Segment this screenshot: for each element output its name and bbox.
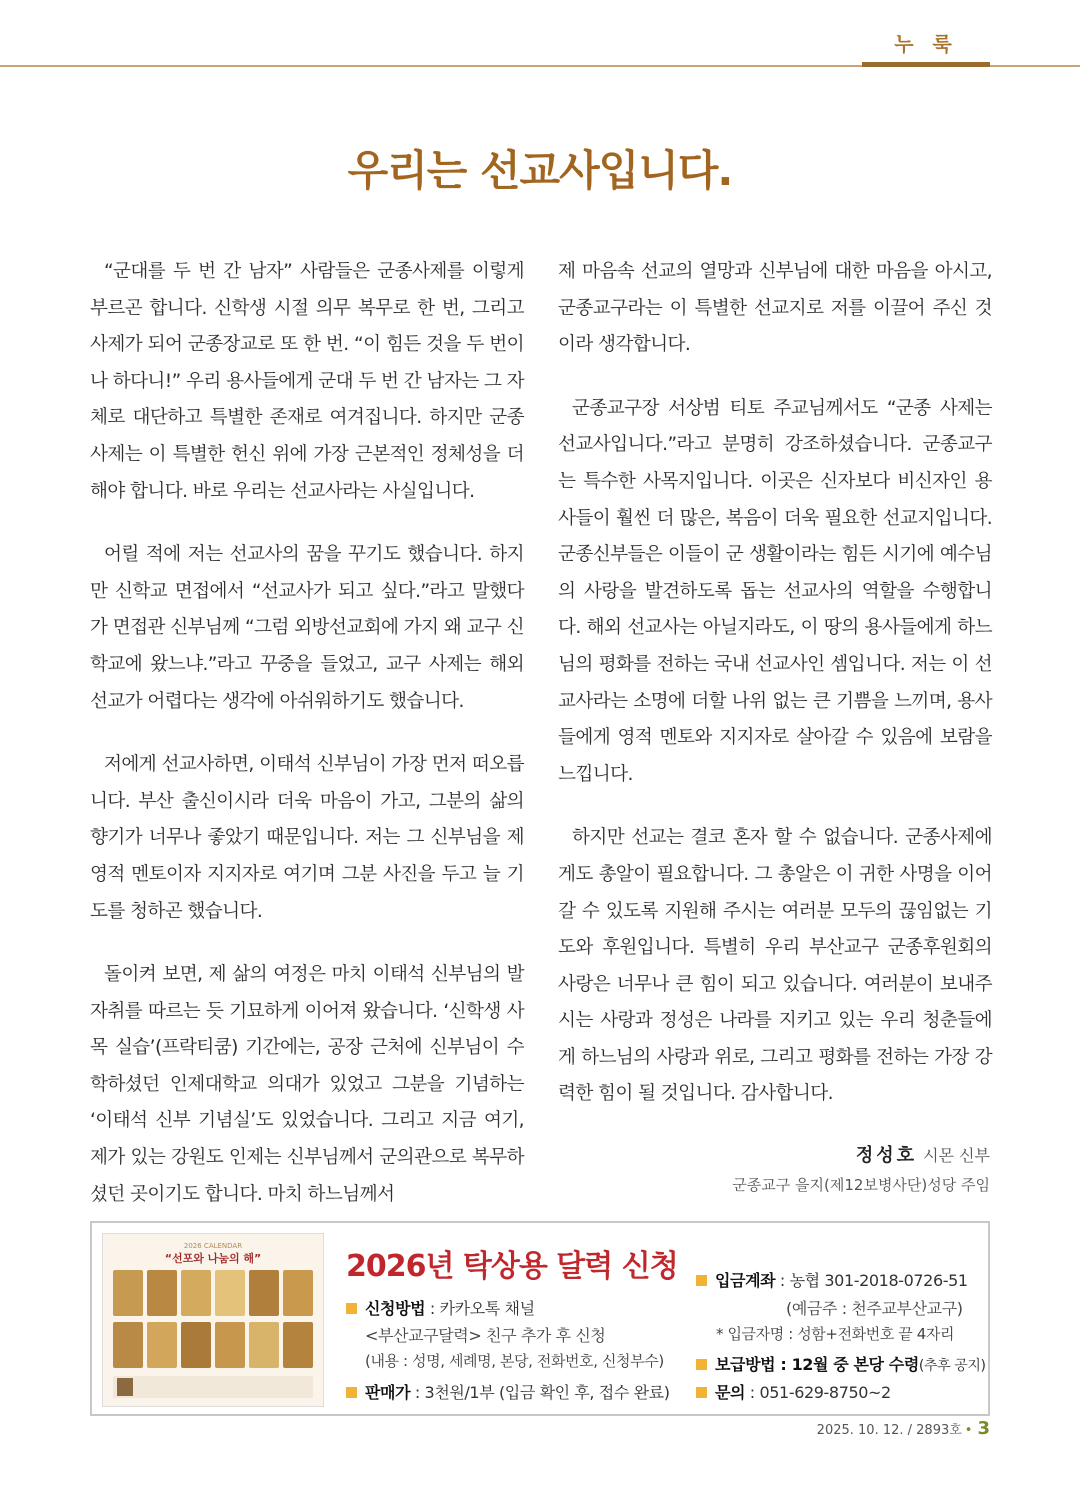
ad-depositor-note: * 입금자명 : 성함+전화번호 끝 4자리 [716, 1325, 955, 1343]
calendar-image-footer [113, 1376, 313, 1398]
article-paragraph: 저에게 선교사하면, 이태석 신부님이 가장 먼저 떠오릅니다. 부산 출신이시라 더욱 마음이 가고, 그분의 삶의 향기가 너무나 좋았기 때문입니다. 저는 그 신부님을 제 영적 멘토이자 지지자로 여기며 그분 사진을 두고 늘 기도를 청하곤 했습니다. [90, 754, 524, 922]
ad-contact [696, 1380, 891, 1403]
article-paragraph: 제 마음속 선교의 열망과 신부님에 대한 마음을 아시고, 군종교구라는 이 특별한 선교지로 저를 이끌어 주신 것이라 생각합니다. [558, 261, 992, 356]
ad-price [346, 1380, 670, 1403]
bullet-square-icon [346, 1303, 357, 1314]
article-headline: 우리는 선교사입니다. [347, 146, 733, 195]
calendar-image-caption: “선포와 나눔의 해” [164, 1252, 262, 1265]
calendar-image-year: 2026 CALENDAR [183, 1242, 243, 1250]
calendar-ad [90, 1221, 990, 1416]
section-label: 누 룩 [894, 32, 958, 56]
author-name: 정성호 [855, 1145, 918, 1166]
bullet-square-icon [696, 1275, 707, 1286]
ad-method-value: : 카카오톡 채널 [425, 1299, 535, 1318]
footer-dot-icon: • [964, 1423, 973, 1438]
calendar-image-header [103, 1242, 323, 1266]
ad-account-value: : 농협 301-2018-0726-51 [775, 1271, 968, 1290]
article-column-right [558, 254, 992, 1140]
author-title: 시몬 신부 [923, 1146, 990, 1165]
calendar-thumbnail [117, 1378, 133, 1396]
ad-delivery-label: 보급방법 [715, 1355, 776, 1374]
ad-account-label: 입금계좌 [715, 1271, 776, 1290]
ad-method-line2: <부산교구달력> 친구 추가 후 신청 [365, 1326, 606, 1345]
article-paragraph: 어릴 적에 저는 선교사의 꿈을 꾸기도 했습니다. 하지만 신학교 면접에서 “선교사가 되고 싶다.”라고 말했다가 면접관 신부님께 “그럼 외방선교회에 가지 왜 교구 신학교에 왔느냐.”라고 꾸중을 들었고, 교구 사제는 해외 선교가 어렵다는 생각에 아쉬워하기도 했습니다. [90, 544, 524, 712]
page-number: 3 [977, 1418, 990, 1439]
calendar-artwork-grid [113, 1270, 313, 1370]
calendar-image [102, 1233, 324, 1407]
ad-price-value: : 3천원/1부 (입금 확인 후, 접수 완료) [410, 1383, 670, 1402]
ad-contact-label: 문의 [715, 1383, 746, 1402]
ad-method-label: 신청방법 [365, 1299, 426, 1318]
article-paragraph: “군대를 두 번 간 남자” 사람들은 군종사제를 이렇게 부르곤 합니다. 신학생 시절 의무 복무로 한 번, 그리고 사제가 되어 군종장교로 또 한 번. “이 힘든 것을 두 번이나 하다니!” 우리 용사들에게 군대 두 번 간 남자는 그 자체로 대단하고 특별한 존재로 여겨집니다. 하지만 군종사제는 이 특별한 헌신 위에 가장 근본적인 정체성을 더해야 합니다. 바로 우리는 선교사라는 사실입니다. [90, 261, 524, 502]
article-paragraph: 돌이켜 보면, 제 삶의 여정은 마치 이태석 신부님의 발자취를 따르는 듯 기묘하게 이어져 왔습니다. ‘신학생 사목 실습’(프락티쿰) 기간에는, 공장 근처에 신부님이 수학하셨던 인제대학교 의대가 있었고 그분을 기념하는 ‘이태석 신부 기념실’도 있었습니다. 그리고 지금 여기, 제가 있는 강원도 인제는 신부님께서 군의관으로 복무하셨던 곳이기도 합니다. 마치 하느님께서 [90, 964, 524, 1205]
header-rule-accent [862, 62, 990, 67]
ad-delivery-value: : 12월 중 본당 수령 [775, 1355, 919, 1374]
article-paragraph: 군종교구장 서상범 티토 주교님께서도 “군종 사제는 선교사입니다.”라고 분명히 강조하셨습니다. 군종교구는 특수한 사목지입니다. 이곳은 신자보다 비신자인 용사들이 훨씬 더 많은, 복음이 더욱 필요한 선교지입니다. 군종신부들은 이들이 군 생활이라는 힘든 시기에 예수님의 사랑을 발견하도록 돕는 선교사의 역할을 수행합니다. 해외 선교사는 아닐지라도, 이 땅의 용사들에게 하느님의 평화를 전하는 국내 선교사인 셈입니다. 저는 이 선교사라는 소명에 더할 나위 없는 큰 기쁨을 느끼며, 용사들에게 영적 멘토와 지지자로 살아갈 수 있음에 보람을 느낍니다. [558, 397, 992, 785]
ad-price-label: 판매가 [365, 1383, 411, 1402]
ad-delivery [696, 1352, 986, 1375]
ad-delivery-note: (추후 공지) [918, 1358, 986, 1374]
ad-method-line3: (내용 : 성명, 세례명, 본당, 전화번호, 신청부수) [365, 1352, 664, 1370]
ad-contact-value: : 051-629-8750~2 [745, 1383, 891, 1402]
article-column-left [90, 254, 524, 1240]
page-footer [817, 1418, 990, 1439]
author-signature [732, 1142, 990, 1195]
issue-info: 2025. 10. 12. / 2893호 [816, 1423, 962, 1438]
bullet-square-icon [346, 1387, 357, 1398]
ad-title: 2026년 탁상용 달력 신청 [346, 1249, 678, 1284]
author-parish: 군종교구 을지(제12보병사단)성당 주임 [732, 1176, 990, 1194]
ad-account [696, 1268, 968, 1291]
bullet-square-icon [696, 1387, 707, 1398]
article-paragraph: 하지만 선교는 결코 혼자 할 수 없습니다. 군종사제에게도 총알이 필요합니다. 그 총알은 이 귀한 사명을 이어갈 수 있도록 지원해 주시는 여러분 모두의 끊임없는 기도와 후원입니다. 특별히 우리 부산교구 군종후원회의 사랑은 너무나 큰 힘이 되고 있습니다. 여러분이 보내주시는 사랑과 정성은 나라를 지키고 있는 우리 청춘들에게 하느님의 사랑과 위로, 그리고 평화를 전하는 가장 강력한 힘이 될 것입니다. 감사합니다. [558, 827, 992, 1105]
ad-account-holder: (예금주 : 천주교부산교구) [786, 1299, 963, 1318]
ad-method [346, 1296, 535, 1319]
bullet-square-icon [696, 1359, 707, 1370]
